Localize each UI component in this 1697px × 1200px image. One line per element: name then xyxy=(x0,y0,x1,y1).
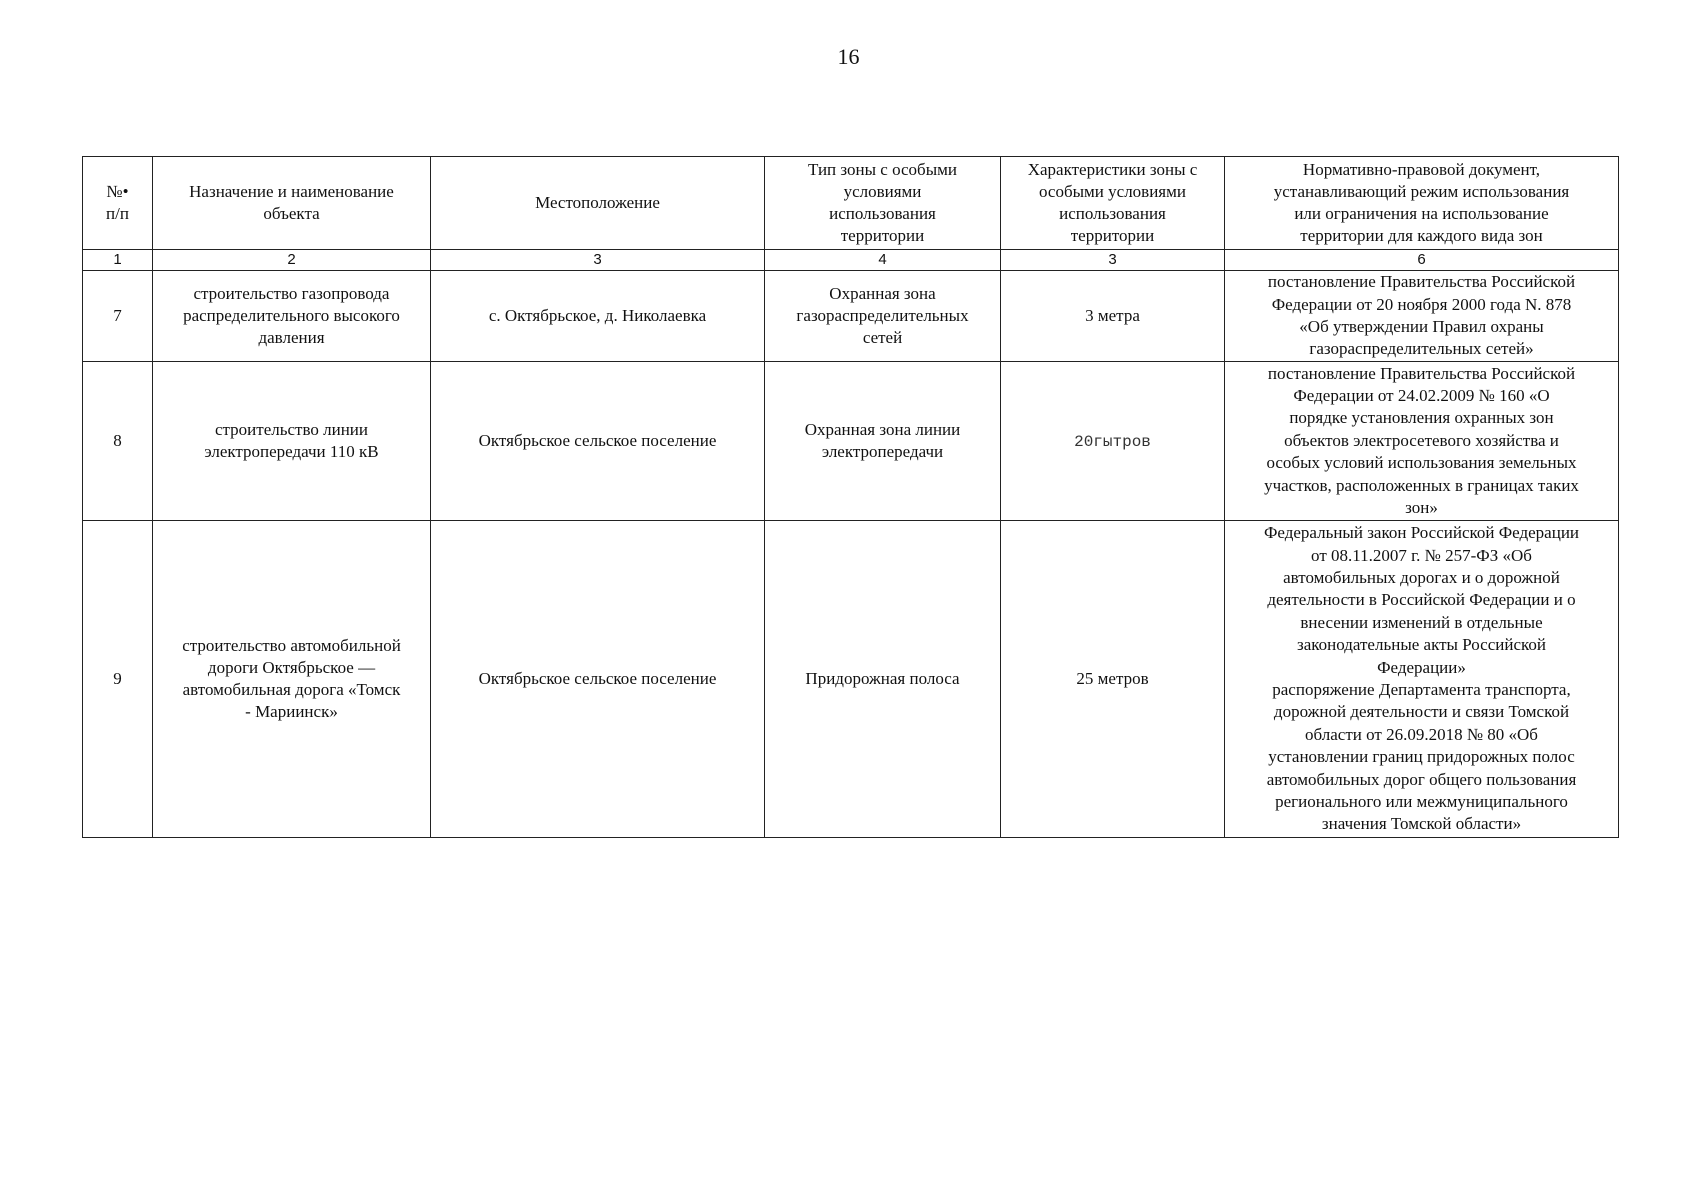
zone-type: Охранная зона линии электропередачи xyxy=(765,362,1001,521)
table-header-row xyxy=(83,157,1619,250)
zone-characteristics-value: 20гытров xyxy=(1074,432,1151,451)
column-number: 1 xyxy=(83,250,153,271)
column-number: 2 xyxy=(153,250,431,271)
header-zone-type: Тип зоны с особыми условиями использования территории xyxy=(765,157,1001,250)
row-number: 8 xyxy=(83,362,153,521)
zone-characteristics: 3 метра xyxy=(1001,271,1225,362)
column-number: 3 xyxy=(431,250,765,271)
page-number: 16 xyxy=(837,44,860,69)
header-location: Местоположение xyxy=(431,157,765,250)
object-purpose: строительство автомобильной дороги Октябрьское — автомобильная дорога «Томск - Мариинск» xyxy=(153,521,431,838)
regulatory-document: Федеральный закон Российской Федерации от 08.11.2007 г. № 257-ФЗ «Об автомобильных дорогах и о дорожной деятельности в Российской Федерации и о внесении изменений в отдельные законодательные акты Российской Федерации» распоряжение Департамента транспорта, дорожной деятельности и связи Томской области от 26.09.2018 № 80 «Об установлении границ придорожных полос автомобильных дорог общего пользования регионального или межмуниципального значения Томской области» xyxy=(1225,521,1619,838)
object-purpose: строительство линии электропередачи 110 кВ xyxy=(153,362,431,521)
zone-type: Придорожная полоса xyxy=(765,521,1001,838)
column-number: 6 xyxy=(1225,250,1619,271)
object-purpose: строительство газопровода распределительного высокого давления xyxy=(153,271,431,362)
column-number: 4 xyxy=(765,250,1001,271)
table-row xyxy=(83,521,1619,838)
header-number: №• п/п xyxy=(83,157,153,250)
header-purpose: Назначение и наименование объекта xyxy=(153,157,431,250)
table-row xyxy=(83,362,1619,521)
zones-table xyxy=(82,156,1619,838)
header-characteristics: Характеристики зоны с особыми условиями использования территории xyxy=(1001,157,1225,250)
column-number: 3 xyxy=(1001,250,1225,271)
object-location: с. Октябрьское, д. Николаевка xyxy=(431,271,765,362)
table-row xyxy=(83,271,1619,362)
row-number: 9 xyxy=(83,521,153,838)
column-number-row xyxy=(83,250,1619,271)
zone-type: Охранная зона газораспределительных сетей xyxy=(765,271,1001,362)
regulatory-document: постановление Правительства Российской Федерации от 24.02.2009 № 160 «О порядке установления охранных зон объектов электросетевого хозяйства и особых условий использования земельных участков, расположенных в границах таких зон» xyxy=(1225,362,1619,521)
zone-characteristics xyxy=(1001,362,1225,521)
header-document: Нормативно-правовой документ, устанавливающий режим использования или ограничения на использование территории для каждого вида зон xyxy=(1225,157,1619,250)
object-location: Октябрьское сельское поселение xyxy=(431,521,765,838)
row-number: 7 xyxy=(83,271,153,362)
object-location: Октябрьское сельское поселение xyxy=(431,362,765,521)
zone-characteristics: 25 метров xyxy=(1001,521,1225,838)
regulatory-document: постановление Правительства Российской Федерации от 20 ноября 2000 года N. 878 «Об утверждении Правил охраны газораспределительных сетей» xyxy=(1225,271,1619,362)
